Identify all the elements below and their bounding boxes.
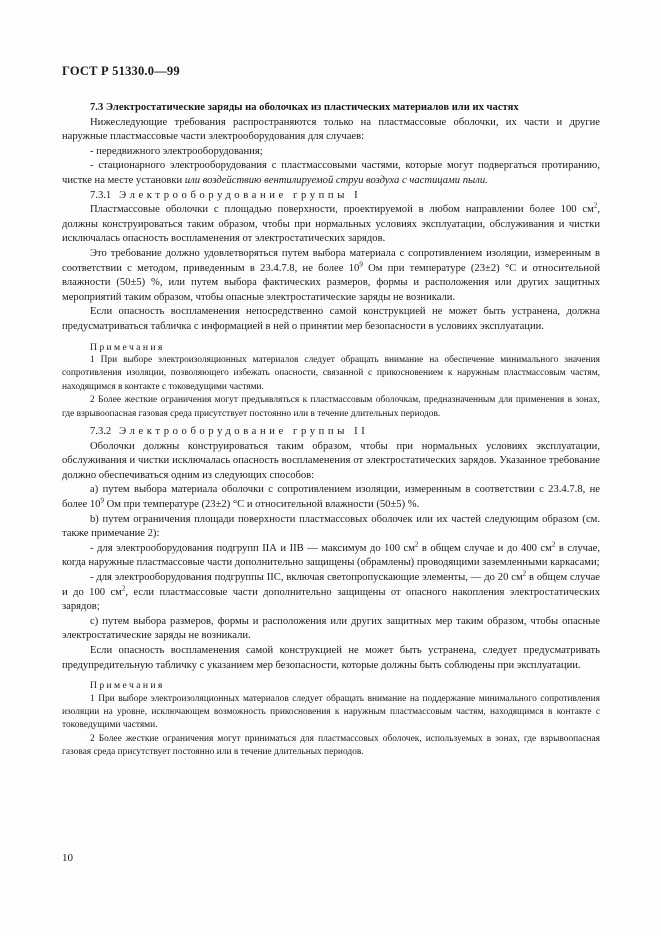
text: - для электрооборудования подгрупп IIА и IIВ — максимум до 100 см <box>90 542 415 554</box>
text: Ом при температуре (23±2) °С и относительной влажности (50±5) %, или путем выбора фактических размеров, формы и расположения или других защитных мероприятий таким образом, чтобы опасные электростатические заряды не возникали. <box>62 262 600 303</box>
text: Пластмассовые оболочки с площадью поверхности, проектируемой в любом направлении более 100 см <box>90 204 594 216</box>
paragraph: Если опасность воспламенения непосредственно самой конструкцией не может быть устранена, должна предусматриваться табличка с информацией в ней о принятии мер безопасности в условиях эксплуатации. <box>62 306 600 332</box>
text: , если пластмассовые части дополнительно защищены от опасного накопления электростатических зарядов; <box>62 586 600 613</box>
superscript: 9 <box>359 260 363 268</box>
notes-heading: Примечания <box>90 341 165 353</box>
text: Ом при температуре (23±2) °С и относительной влажности (50±5) %. <box>103 499 420 510</box>
subsection-title: Электрооборудование группы I <box>119 189 362 201</box>
superscript: 2 <box>121 584 126 593</box>
subsection-heading <box>62 425 600 440</box>
text: в общем случае и до 400 см <box>418 542 552 554</box>
intro-paragraph: Нижеследующие требования распространяются только на пластмассовые оболочки, их части и другие наружные пластмассовые части электрооборудования для случаев: <box>62 116 600 143</box>
document-header: ГОСТ Р 51330.0—99 <box>62 64 180 78</box>
superscript: 9 <box>100 496 104 505</box>
section-title: 7.3 Электростатические заряды на оболочках из пластических материалов или их частях <box>90 102 519 113</box>
text: в общем случае и до 100 см <box>62 571 600 598</box>
document-page <box>62 64 600 760</box>
subsection-number: 7.3.1 <box>90 189 112 201</box>
superscript: 2 <box>551 540 556 549</box>
list-item <box>62 571 600 615</box>
text: - для электрооборудования подгруппы IIС, включая светопропускающие элементы, — до 20 см <box>90 571 523 583</box>
list-item <box>62 542 600 571</box>
paragraph <box>62 247 600 305</box>
case-item <box>62 159 600 188</box>
note-item: 1 При выборе электроизоляционных материалов следует обращать внимание на поддержание минимального сопротивления изоляции на уровне, исключающем возможность прикосновения к наружным пластмассовым частям, находящимся в контакте с токоведущими частями. <box>62 693 600 731</box>
subsection-heading <box>62 189 600 204</box>
paragraph: Оболочки должны конструироваться таким образом, чтобы при нормальных условиях эксплуатации, обслуживания и чистки исключалась опасность воспламенения от электростатических зарядов. Указанное требование должно обеспечиваться одним из следующих способов: <box>62 440 600 481</box>
note-item: 2 Более жесткие ограничения могут предъявляться к пластмассовым оболочкам, предназначенным для применения в зонах, где взрывоопасная газовая среда присутствует постоянно или в течение длительных периодов. <box>62 395 600 419</box>
page-number: 10 <box>62 852 73 864</box>
case-text: - стационарного электрооборудования с пластмассовыми частями, которые могут подвергаться протиранию, чистке на месте установки <box>62 160 600 186</box>
note-item: 2 Более жесткие ограничения могут приниматься для пластмассовых оболочек, используемых в зонах, где взрывоопасная газовая среда присутствует постоянно или в течение длительных периодов. <box>62 733 600 758</box>
superscript: 2 <box>414 540 419 549</box>
superscript: 2 <box>593 201 598 210</box>
text: в случае, когда наружные пластмассовые части дополнительно защищены (обрамлены) проводящими заземленными каркасами; <box>62 542 601 569</box>
subsection-number: 7.3.2 <box>90 426 112 438</box>
list-item: с) путем выбора размеров, формы и расположения или других защитных мер таким образом, чтобы опасные электростатические заряды не возникали. <box>62 615 600 642</box>
case-item: - передвижного электрооборудования; <box>90 145 263 157</box>
superscript: 2 <box>522 569 527 578</box>
notes-heading: Примечания <box>90 680 165 692</box>
paragraph: Если опасность воспламенения самой конструкцией не может быть устранена, следует предусматривать предупредительную табличку с указанием мер безопасности, которые должны быть соблюдены при эксплуатации. <box>62 644 600 671</box>
paragraph <box>62 203 600 247</box>
text: , должны конструироваться таким образом, чтобы при нормальных условиях эксплуатации, обслуживания и чистки исключалась опасность воспламенения от электростатических зарядов. <box>62 204 600 245</box>
text: Это требование должно удовлетворяться путем выбора материала с сопротивлением изоляции, измеренным в соответствии с методом, приведенным в 23.4.7.8, не более 10 <box>62 247 600 274</box>
list-item: b) путем ограничения площади поверхности пластмассовых оболочек или их частей следующим образом (см. также примечание 2): <box>62 513 600 540</box>
text: а) путем выбора материала оболочки с сопротивлением изоляции, измеренным в соответствии с 23.4.7.8, не более 10 <box>62 484 600 510</box>
subsection-title: Электрооборудование группы II <box>119 426 369 438</box>
list-item <box>62 483 600 512</box>
case-italic: или воздействию вентилируемой струи воздуха с частицами пыли. <box>184 174 488 186</box>
note-item: 1 При выборе электроизоляционных материалов следует обращать внимание на обеспечение минимального значения сопротивления изоляции, позволяющего избежать опасности, связанной с прикосновением к наружным пластмассовым частям, находящимся в контакте с токоведущими частями. <box>62 355 600 392</box>
